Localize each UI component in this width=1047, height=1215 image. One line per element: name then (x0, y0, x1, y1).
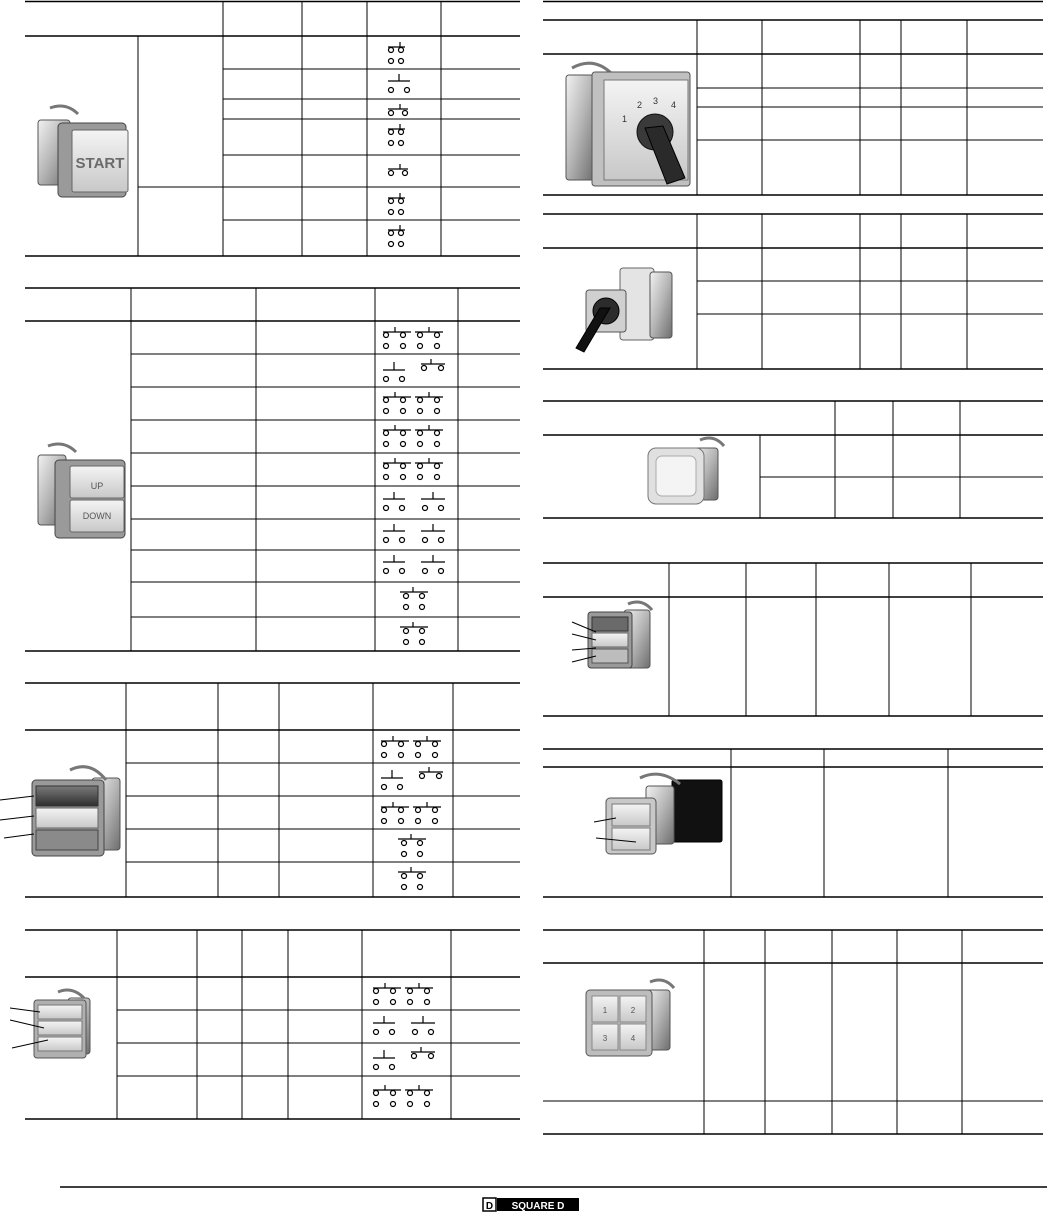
down-label: DOWN (82, 511, 112, 521)
table-triple-pushbutton-b (25, 930, 520, 1119)
contact-nc-no-symbol (398, 834, 426, 857)
triple-pushbutton-photo (0, 767, 120, 856)
up-label: UP (90, 481, 104, 491)
contact-no-nc-symbol (373, 1047, 435, 1070)
contact-double-no-symbol (383, 524, 445, 543)
up-down-pushbutton-photo (38, 444, 125, 538)
contact-no-nc-symbol (383, 359, 445, 382)
table-pilot-light (543, 401, 1043, 518)
quad-pushbutton-photo (586, 980, 674, 1056)
contact-double-nc-no-symbol (381, 802, 441, 824)
start-label: START (75, 155, 125, 172)
contact-double-nc-no-symbol (373, 1085, 433, 1107)
contact-nc-no-symbol (388, 124, 405, 146)
svg-text:2: 2 (630, 1006, 636, 1015)
svg-text:2: 2 (637, 100, 643, 110)
contact-double-no-symbol (373, 1016, 435, 1035)
square-d-logo (483, 1198, 579, 1212)
triple-indicator-photo (572, 602, 652, 668)
svg-text:1: 1 (602, 1006, 608, 1015)
contact-double-nc-no-symbol (383, 425, 443, 447)
svg-text:3: 3 (653, 96, 659, 106)
pilot-light-photo (648, 438, 724, 504)
contact-symbols (373, 42, 445, 1107)
triple-pushbutton-b-photo (10, 990, 90, 1058)
contact-no-symbol (388, 74, 410, 93)
contact-nc-no-symbol (398, 867, 426, 890)
contact-nc-no-symbol (388, 225, 405, 247)
contact-no-nc-symbol (381, 767, 443, 790)
contact-nc-no-symbol (388, 193, 405, 215)
contact-nc-symbol (388, 164, 408, 176)
contact-double-nc-no-symbol (383, 458, 443, 480)
contact-nc-symbol (388, 104, 408, 116)
dual-indicator-photo (594, 774, 722, 854)
svg-text:3: 3 (602, 1034, 608, 1043)
svg-text:4: 4 (630, 1034, 636, 1043)
contact-double-nc-no-symbol (383, 327, 443, 349)
svg-text:1: 1 (622, 114, 628, 124)
contact-double-nc-no-symbol (373, 983, 433, 1005)
selector-lever-photo (576, 268, 672, 352)
contact-double-nc-no-symbol (383, 392, 443, 414)
logo-mark: D (485, 1201, 494, 1212)
contact-double-no-symbol (383, 555, 445, 574)
selector-switch-photo (566, 63, 690, 186)
contact-double-no-symbol (383, 492, 445, 511)
logo-text: SQUARE D (511, 1201, 565, 1212)
svg-text:4: 4 (671, 100, 677, 110)
contact-double-nc-no-symbol (381, 736, 441, 758)
contact-nc-no-symbol (388, 42, 405, 64)
contact-nc-no-symbol (400, 587, 428, 610)
contact-nc-no-symbol (400, 622, 428, 645)
start-pushbutton-photo (38, 106, 128, 197)
